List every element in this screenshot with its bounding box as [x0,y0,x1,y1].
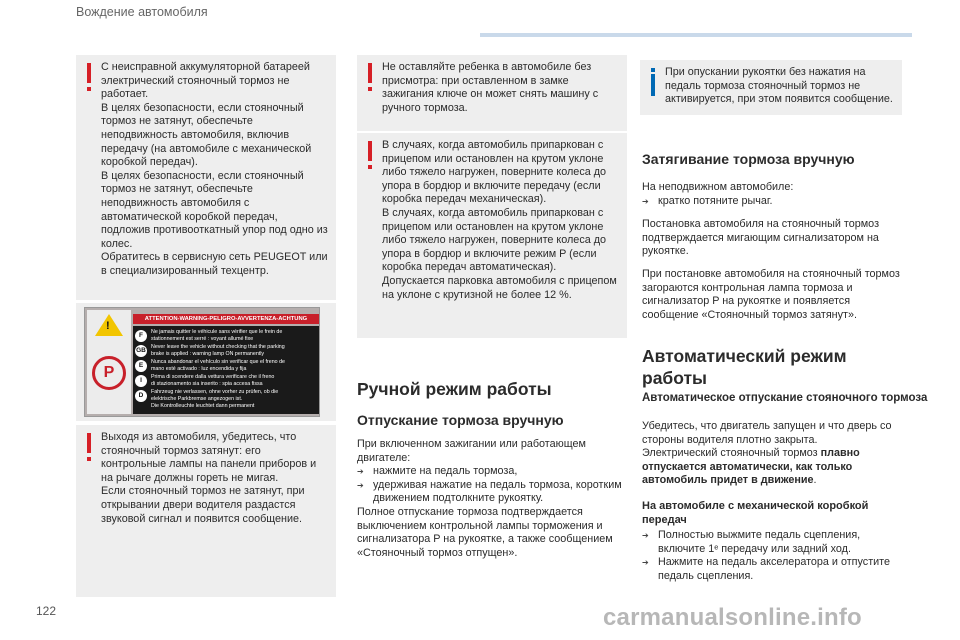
info-icon [651,74,655,96]
warning-text: Если стояночный тормоз не затянут, при открывании двери водителя раздастся звуковой сигнал и появится сообщение. [101,485,305,525]
warning-text: Выходя из автомобиля, убедитесь, что стояночный тормоз затянут: его контрольные лампы на панели приборов и на рычаге должны гореть не мигая. [101,431,317,484]
warning-icon [368,63,372,83]
section-title-manual: Ручной режим работы [357,379,552,399]
info-box [640,60,902,115]
warning-box-trailer [357,133,627,338]
apply-paragraph-1: Постановка автомобиля на стояночный тормоз подтверждается мигающим сигнализатором на рукоятке. [642,218,880,258]
bullet-item: ➔ Нажмите на педаль акселератора и отпустите педаль сцепления. [642,556,904,583]
warning-text: Не оставляйте ребенка в автомобиле без присмотра: при оставленном в замке зажигания ключе он может снять машину с ручного тормоза. [382,61,599,114]
warning-box-exit [76,425,336,597]
subsection-title-manual-release: Отпускание тормоза вручную [357,412,564,428]
page-number: 122 [36,604,57,618]
warning-icon [368,141,372,161]
auto-body: Убедитесь, что двигатель запущен и что дверь со стороны водителя плотно закрыта. Электрический стояночный тормоз плавно отпускается автоматически, как только автомобиль придет в движение. [642,420,892,487]
subsection-title-apply: Затягивание тормоза вручную [642,151,855,167]
warning-icon [87,433,91,453]
watermark: carmanualsonline.info [603,604,862,631]
bullet-item: ➔ Полностью выжмите педаль сцепления, включите 1ᵉ передачу или задний ход. [642,529,904,556]
warning-text: В случаях, когда автомобиль припаркован с прицепом или остановлен на крутом уклоне либо тяжело нагружен, поверните колеса до упора в бордюр и включите режим P (если коробка передач автоматическая). [382,206,607,274]
bullet-item: ➔ нажмите на педаль тормоза, [357,465,627,479]
info-text: При опускании рукоятки без нажатия на педаль тормоза стояночный тормоз не активируется, при этом появится сообщение. [665,66,893,106]
warning-text: Обратитесь в сервисную сеть PEUGEOT или в специализированный техцентр. [101,251,328,277]
warning-text: В целях безопасности, если стояночный тормоз не затянут, обеспечьте неподвижность автомобиля, включив передачу (на автомобиле с механической коробкой передач). [101,101,312,169]
label-icons: ! P [87,310,131,414]
manual-gearbox-steps [642,529,904,583]
label-row: I Prima di scendere dalla vettura verificare che il freno di stazionamento sia inserito : spia accesa fissa [133,373,319,390]
warning-label-image [76,303,336,421]
apply-paragraph-2: При постановке автомобиля на стояночный тормоз загораются контрольная лампа тормоза и сигнализатор P на рукоятке и появляется сообщение «Стояночный тормоз затянут». [642,268,900,321]
label-row: Die Kontrolleuchte leuchtet dann permanent [151,403,255,409]
label-strip: ATTENTION-WARNING-PELIGRO-AVVERTENZA-ACHTUNG [133,314,319,324]
label-panel [133,326,319,414]
warning-text: Допускается парковка автомобиля с прицепом на уклоне с крутизной не более 12 %. [382,274,617,301]
manual-gearbox-title: На автомобиле с механической коробкой передач [642,500,869,526]
parking-brake-icon: P [92,356,126,390]
manual-release-body: При включенном зажигании или работающем двигателе: ➔ нажмите на педаль тормоза, ➔ удерживая нажатие на педаль тормоза, коротким движением подтолкните рукоятку. Полное отпускание тормоза подтверждается выключением контрольной лампы торможения и сигнализатора P на рукоятке, а также сообщением «Стояночный тормоз отпущен». [357,438,627,560]
warning-icon [87,63,91,83]
warning-text: С неисправной аккумуляторной батареей электрический стояночный тормоз не работает. [101,61,310,101]
bullet-item: ➔ кратко потяните рычаг. [642,195,904,209]
label-row: D Fahrzeug nie verlassen, ohne vorher zu prüfen, ob die elektrische Parkbremse angezogen ist. [133,388,319,405]
warning-box-child [357,55,627,131]
warning-box-battery [76,55,336,300]
section-title-auto: Автоматический режим работы [642,346,847,388]
header-bar [480,33,912,37]
bullet-item: ➔ удерживая нажатие на педаль тормоза, коротким движением подтолкните рукоятку. [357,479,627,506]
warning-text: В целях безопасности, если стояночный тормоз не затянут, обеспечьте неподвижность автомобиля с автоматической коробкой передач, подложив противооткатный упор под одно из колес. [101,169,328,250]
page-header-title: Вождение автомобиля [76,5,208,19]
warning-text: В случаях, когда автомобиль припаркован с прицепом или остановлен на крутом уклоне либо тяжело нагружен, поверните колеса до упора в бордюр и включите передачу (если коробка передач механическая). [382,139,607,206]
subsection-title-auto-release: Автоматическое отпускание стояночного тормоза [642,392,928,404]
label-row: F Ne jamais quitter le véhicule sans vérifier que le frein de stationnement est serré : voyant allumé fixe [133,328,319,345]
label-row: E Nunca abandonar el vehículo sin verificar que el freno de mano esté activado : luz encendida y fija [133,358,319,375]
apply-intro: На неподвижном автомобиле: ➔ кратко потяните рычаг. [642,181,904,208]
label-row: GB Never leave the vehicle without checking that the parking brake is applied : warning lamp ON permanently [136,344,285,357]
